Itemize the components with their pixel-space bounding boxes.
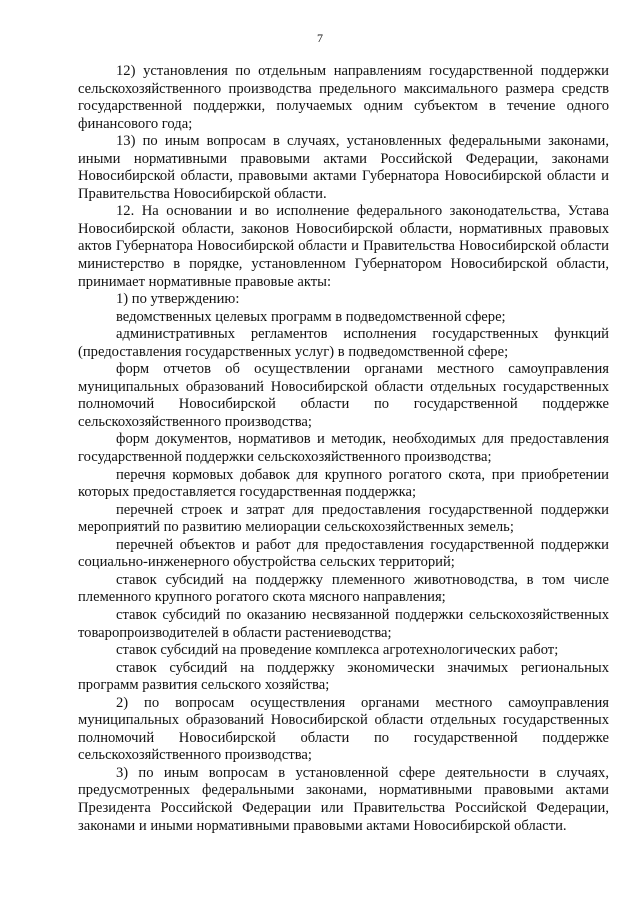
list-item: административных регламентов исполнения государственных функций (предоставления государственных услуг) в подведомственной сфере; bbox=[78, 326, 609, 360]
paragraph-list-1-heading: 1) по утверждению: bbox=[116, 291, 240, 308]
list-item: перечней строек и затрат для предоставления государственной поддержки мероприятий по развитию мелиорации сельскохозяйственных земель; bbox=[78, 501, 609, 536]
list-item: ставок субсидий на проведение комплекса агротехнологических работ; bbox=[116, 642, 559, 659]
page-number: 7 bbox=[317, 31, 323, 45]
paragraph-item-12: 12) установления по отдельным направлениям государственной поддержки сельскохозяйственного производства предельного максимального размера средств государственной поддержки, получаемых одним субъектом в течение одного финансового года; bbox=[78, 63, 609, 132]
paragraph-list-3: 3) по иным вопросам в установленной сфере деятельности в случаях, предусмотренных федеральными законами, нормативными правовыми актами Президента Российской Федерации или Правительства Российской Федерации, законами и иными нормативными правовыми актами Новосибирской области. bbox=[78, 764, 609, 834]
document-body bbox=[78, 63, 609, 835]
paragraph-section-12: 12. На основании и во исполнение федерального законодательства, Устава Новосибирской области, законов Новосибирской области, нормативных правовых актов Губернатора Новосибирской области и Правительства Новосибирской области министерство в порядке, установленном Губернатором Новосибирской области, принимает нормативные правовые акты: bbox=[78, 203, 609, 290]
list-item: перечней объектов и работ для предоставления государственной поддержки социально-инженерного обустройства сельских территорий; bbox=[78, 536, 609, 571]
list-item: ставок субсидий на поддержку племенного животноводства, в том числе племенного крупного рогатого скота мясного направления; bbox=[78, 571, 609, 606]
paragraph-item-13: 13) по иным вопросам в случаях, установленных федеральными законами, иными нормативными правовыми актами Российской Федерации, законами Новосибирской области, правовыми актами Губернатора Новосибирской области и Правительства Новосибирской области. bbox=[78, 133, 609, 202]
list-item: перечня кормовых добавок для крупного рогатого скота, при приобретении которых предоставляется государственная поддержка; bbox=[78, 466, 609, 501]
list-item: ставок субсидий по оказанию несвязанной поддержки сельскохозяйственных товаропроизводителей в области растениеводства; bbox=[78, 606, 609, 641]
list-item: ставок субсидий на поддержку экономически значимых региональных программ развития сельского хозяйства; bbox=[78, 659, 609, 694]
list-item: форм отчетов об осуществлении органами местного самоуправления муниципальных образований Новосибирской области отдельных государственных полномочий Новосибирской области по государственной поддержке сельскохозяйственного производства; bbox=[78, 361, 609, 430]
paragraph-list-2: 2) по вопросам осуществления органами местного самоуправления муниципальных образований Новосибирской области отдельных государственных полномочий Новосибирской области по государственной поддержке сельскохозяйственного производства; bbox=[78, 694, 609, 764]
list-item: форм документов, нормативов и методик, необходимых для предоставления государственной поддержки сельскохозяйственного производства; bbox=[78, 431, 609, 466]
list-item: ведомственных целевых программ в подведомственной сфере; bbox=[116, 308, 506, 325]
